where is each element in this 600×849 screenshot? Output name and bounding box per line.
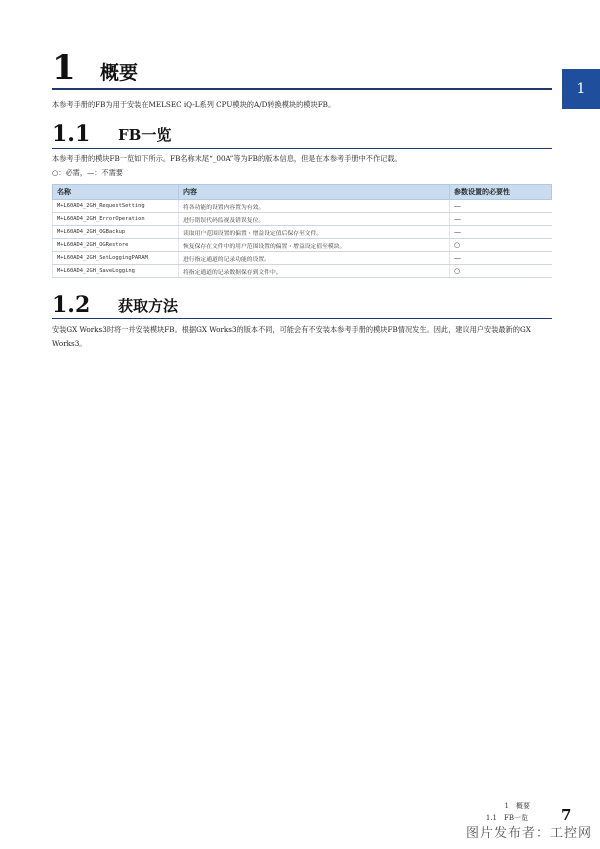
fb-necessity-cell: —: [450, 200, 552, 213]
fb-name-cell: M+L60AD4_2GH_RequestSetting: [53, 200, 179, 213]
section-title: 获取方法: [118, 297, 179, 315]
fb-content-cell: 恢复保存在文件中的用户范围设置的偏置・增益设定值至模块。: [179, 239, 450, 252]
column-header-content: 内容: [179, 185, 450, 200]
fb-necessity-cell: ○: [450, 265, 552, 278]
fb-name-cell: M+L60AD4_2GH_OGRestore: [53, 239, 179, 252]
fb-necessity-cell: —: [450, 213, 552, 226]
table-header-row: [53, 185, 552, 200]
section-number: 1.2: [52, 292, 91, 318]
page-number: 7: [561, 806, 572, 824]
fb-name-cell: M+L60AD4_2GH_ErrorOperation: [53, 213, 179, 226]
table-row: [53, 239, 552, 252]
table-row: [53, 213, 552, 226]
fb-content-cell: 将指定通道的记录数据保存到文件中。: [179, 265, 450, 278]
fb-necessity-cell: —: [450, 252, 552, 265]
fb-list-table: [52, 184, 552, 278]
footer-section-ref: 1.1 FB一览: [485, 814, 528, 822]
column-header-name: 名称: [53, 185, 179, 200]
publisher-watermark: 图片发布者：工控网: [465, 826, 592, 841]
section-description: 本参考手册的模块FB一览如下所示。FB名称末尾“_00A”等为FB的版本信息，但是在本参考手册中不作记载。: [52, 154, 402, 163]
fb-content-cell: 进行指定通道的记录功能的设置。: [179, 252, 450, 265]
fb-content-cell: 将各功能的设置内容置为有效。: [179, 200, 450, 213]
chapter-divider: [52, 88, 552, 90]
table-row: [53, 265, 552, 278]
column-header-parameter-necessity: 参数设置的必要性: [450, 185, 552, 200]
table-row: [53, 200, 552, 213]
section-divider: [52, 318, 552, 319]
fb-name-cell: M+L60AD4_2GH_SetLoggingPARAM: [53, 252, 179, 265]
fb-content-cell: 读取用户范围设置的偏置・增益设定值后保存至文件。: [179, 226, 450, 239]
section-description: 安装GX Works3时将一并安装模块FB。根据GX Works3的版本不同，可能会有不安装本参考手册的模块FB情况发生。因此，建议用户安装最新的GX Works3。: [52, 325, 531, 348]
table-row: [53, 252, 552, 265]
section-number: 1.1: [52, 121, 91, 147]
table-legend: ○：必需，—：不需要: [52, 168, 123, 177]
fb-necessity-cell: ○: [450, 239, 552, 252]
fb-name-cell: M+L60AD4_2GH_OGBackup: [53, 226, 179, 239]
section-title: FB一览: [118, 126, 172, 144]
chapter-title: 概要: [100, 62, 139, 84]
fb-name-cell: M+L60AD4_2GH_SaveLogging: [53, 265, 179, 278]
chapter-index-tab[interactable]: 1: [562, 69, 600, 109]
table-row: [53, 226, 552, 239]
fb-content-cell: 进行错误代码监视及错误复位。: [179, 213, 450, 226]
section-divider: [52, 148, 552, 149]
fb-necessity-cell: —: [450, 226, 552, 239]
chapter-intro: 本参考手册的FB为用于安装在MELSEC iQ-L系列 CPU模块的A/D转换模块的模块FB。: [52, 100, 336, 109]
chapter-number: 1: [52, 48, 76, 88]
footer-chapter-ref: 1 概要: [504, 802, 530, 810]
